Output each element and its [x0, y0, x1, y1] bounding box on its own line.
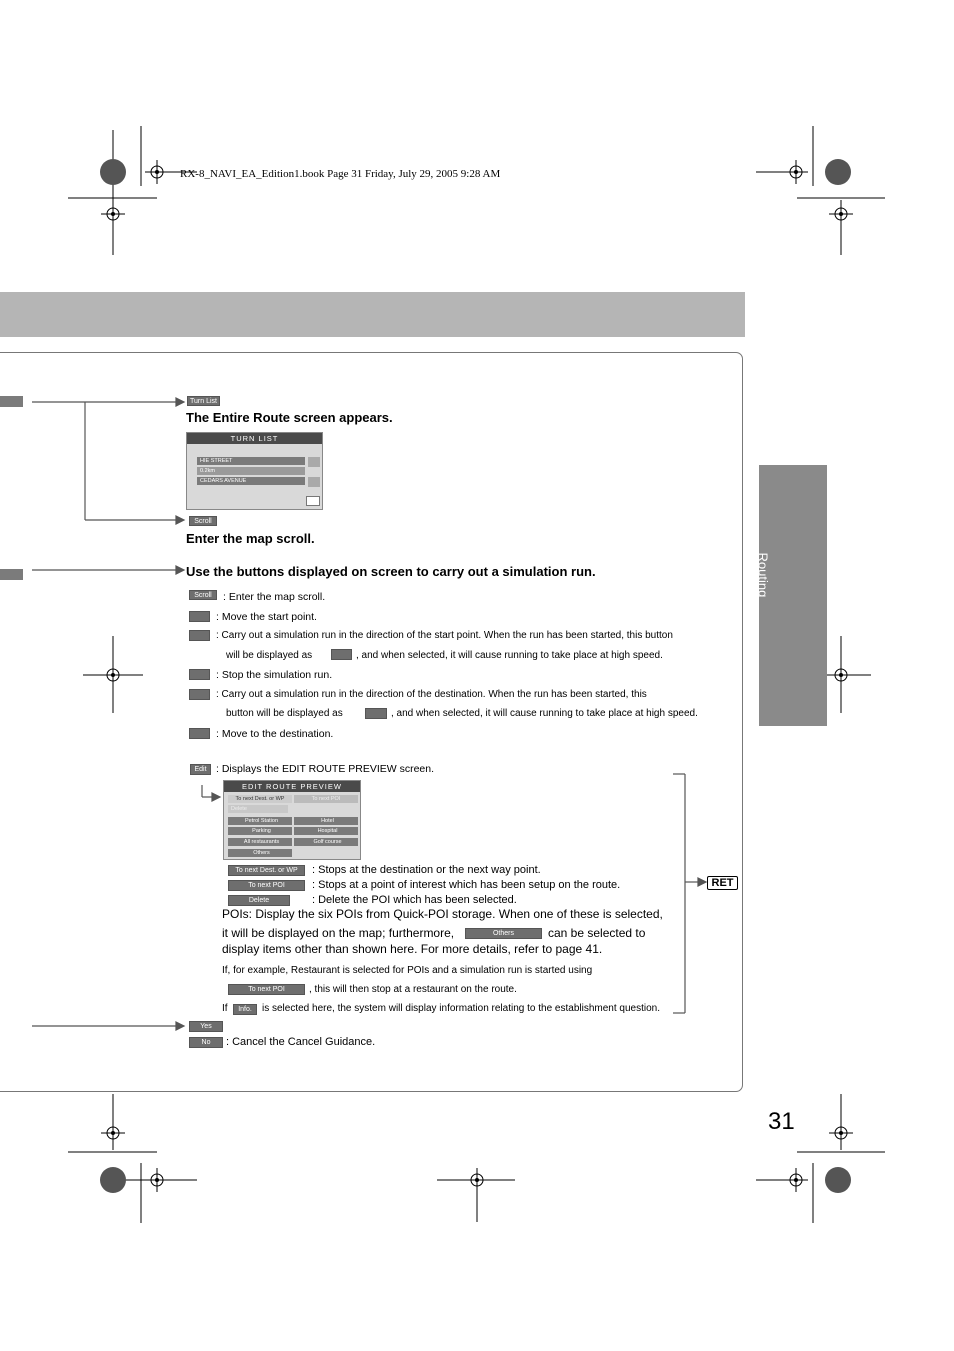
item-desc-cont: , and when selected, it will cause running to take place at high speed. — [391, 708, 698, 719]
turn-list-screen-title: TURN LIST — [187, 433, 322, 444]
example-text: , this will then stop at a restaurant on the route. — [309, 984, 517, 995]
opt1-description: : Stops at the destination or the next way point. — [312, 864, 541, 876]
yes-button[interactable]: Yes — [189, 1021, 223, 1032]
return-button[interactable]: RET — [707, 876, 738, 890]
high-speed-forward-icon — [365, 708, 387, 719]
turn-list-row: HIE STREET — [197, 457, 305, 465]
delete-button[interactable]: Delete — [228, 895, 290, 906]
item-desc: : Move the start point. — [216, 611, 317, 623]
move-start-point-icon[interactable] — [189, 611, 210, 622]
pause-icon[interactable] — [189, 669, 210, 680]
item-desc: : Carry out a simulation run in the direction of the destination. When the run has been started, this — [216, 689, 647, 700]
to-next-dest-button[interactable]: To next Dest. or WP — [228, 865, 305, 876]
pois-text: can be selected to — [548, 926, 646, 940]
poi-item: Golf course — [294, 838, 358, 846]
item-desc: : Carry out a simulation run in the direction of the start point. When the run has been started, this button — [216, 630, 673, 641]
pois-text: display items other than shown here. For more details, refer to page 41. — [222, 942, 603, 956]
scroll-description: Enter the map scroll. — [186, 531, 315, 546]
item-desc: : Stop the simulation run. — [216, 669, 333, 681]
poi-item: Petrol Station — [228, 817, 292, 825]
move-to-destination-icon[interactable] — [189, 728, 210, 739]
scroll-up-icon — [308, 457, 320, 467]
edit-tab: To next Dest. or WP — [228, 795, 292, 803]
scroll-button[interactable]: Scroll — [189, 590, 217, 600]
pois-text: it will be displayed on the map; furthermore, — [222, 926, 455, 940]
turn-list-screen — [186, 432, 323, 510]
info-button[interactable]: Info. — [233, 1004, 257, 1015]
edit-route-screen-title: EDIT ROUTE PREVIEW — [224, 781, 360, 792]
to-next-poi-button[interactable]: To next POI — [228, 984, 305, 995]
item-desc-cont: , and when selected, it will cause running to take place at high speed. — [356, 650, 663, 661]
scroll-button[interactable]: Scroll — [189, 516, 217, 526]
turn-list-button[interactable]: Turn List — [187, 396, 220, 406]
book-info: RX-8_NAVI_EA_Edition1.book Page 31 Friday, July 29, 2005 9:28 AM — [180, 168, 501, 180]
edit-route-preview-screen — [223, 780, 361, 860]
simulate-to-start-icon[interactable] — [189, 630, 210, 641]
poi-others: Others — [228, 849, 292, 857]
turn-list-row: 0.2km — [197, 467, 305, 475]
no-description: : Cancel the Cancel Guidance. — [226, 1036, 376, 1048]
pois-text: POIs: Display the six POIs from Quick-POI storage. When one of these is selected, — [222, 907, 663, 921]
info-if: If — [222, 1003, 228, 1014]
item-desc-cont: will be displayed as — [226, 650, 313, 661]
edit-button[interactable]: Edit — [190, 764, 211, 775]
others-button[interactable]: Others — [465, 928, 542, 939]
scroll-down-icon — [308, 477, 320, 487]
no-button[interactable]: No — [189, 1037, 223, 1048]
poi-item: Hotel — [294, 817, 358, 825]
poi-item: All restaurants — [228, 838, 292, 846]
page-number: 31 — [768, 1108, 795, 1135]
side-tab-label: Routing — [755, 552, 771, 598]
opt2-description: : Stops at a point of interest which has been setup on the route. — [312, 879, 621, 891]
edit-delete: Delete — [228, 805, 288, 813]
simulate-to-destination-icon[interactable] — [189, 689, 210, 700]
simulation-heading: Use the buttons displayed on screen to carry out a simulation run. — [186, 564, 596, 579]
item-desc: : Move to the destination. — [216, 728, 334, 740]
poi-item: Hospital — [294, 827, 358, 835]
item-desc-cont: button will be displayed as — [226, 708, 343, 719]
turn-list-row: CEDARS AVENUE — [197, 477, 305, 485]
edit-tab: To next POI — [294, 795, 358, 803]
high-speed-rewind-icon — [331, 649, 352, 660]
to-next-poi-button[interactable]: To next POI — [228, 880, 305, 891]
info-text: is selected here, the system will display information relating to the establishment question. — [262, 1003, 660, 1014]
turn-list-description: The Entire Route screen appears. — [186, 410, 393, 425]
poi-item: Parking — [228, 827, 292, 835]
item-desc: : Enter the map scroll. — [223, 591, 326, 603]
edit-description: : Displays the EDIT ROUTE PREVIEW screen. — [216, 763, 435, 775]
example-text: If, for example, Restaurant is selected for POIs and a simulation run is started using — [222, 965, 593, 976]
play-icon — [306, 496, 320, 506]
opt3-description: : Delete the POI which has been selected. — [312, 894, 517, 906]
